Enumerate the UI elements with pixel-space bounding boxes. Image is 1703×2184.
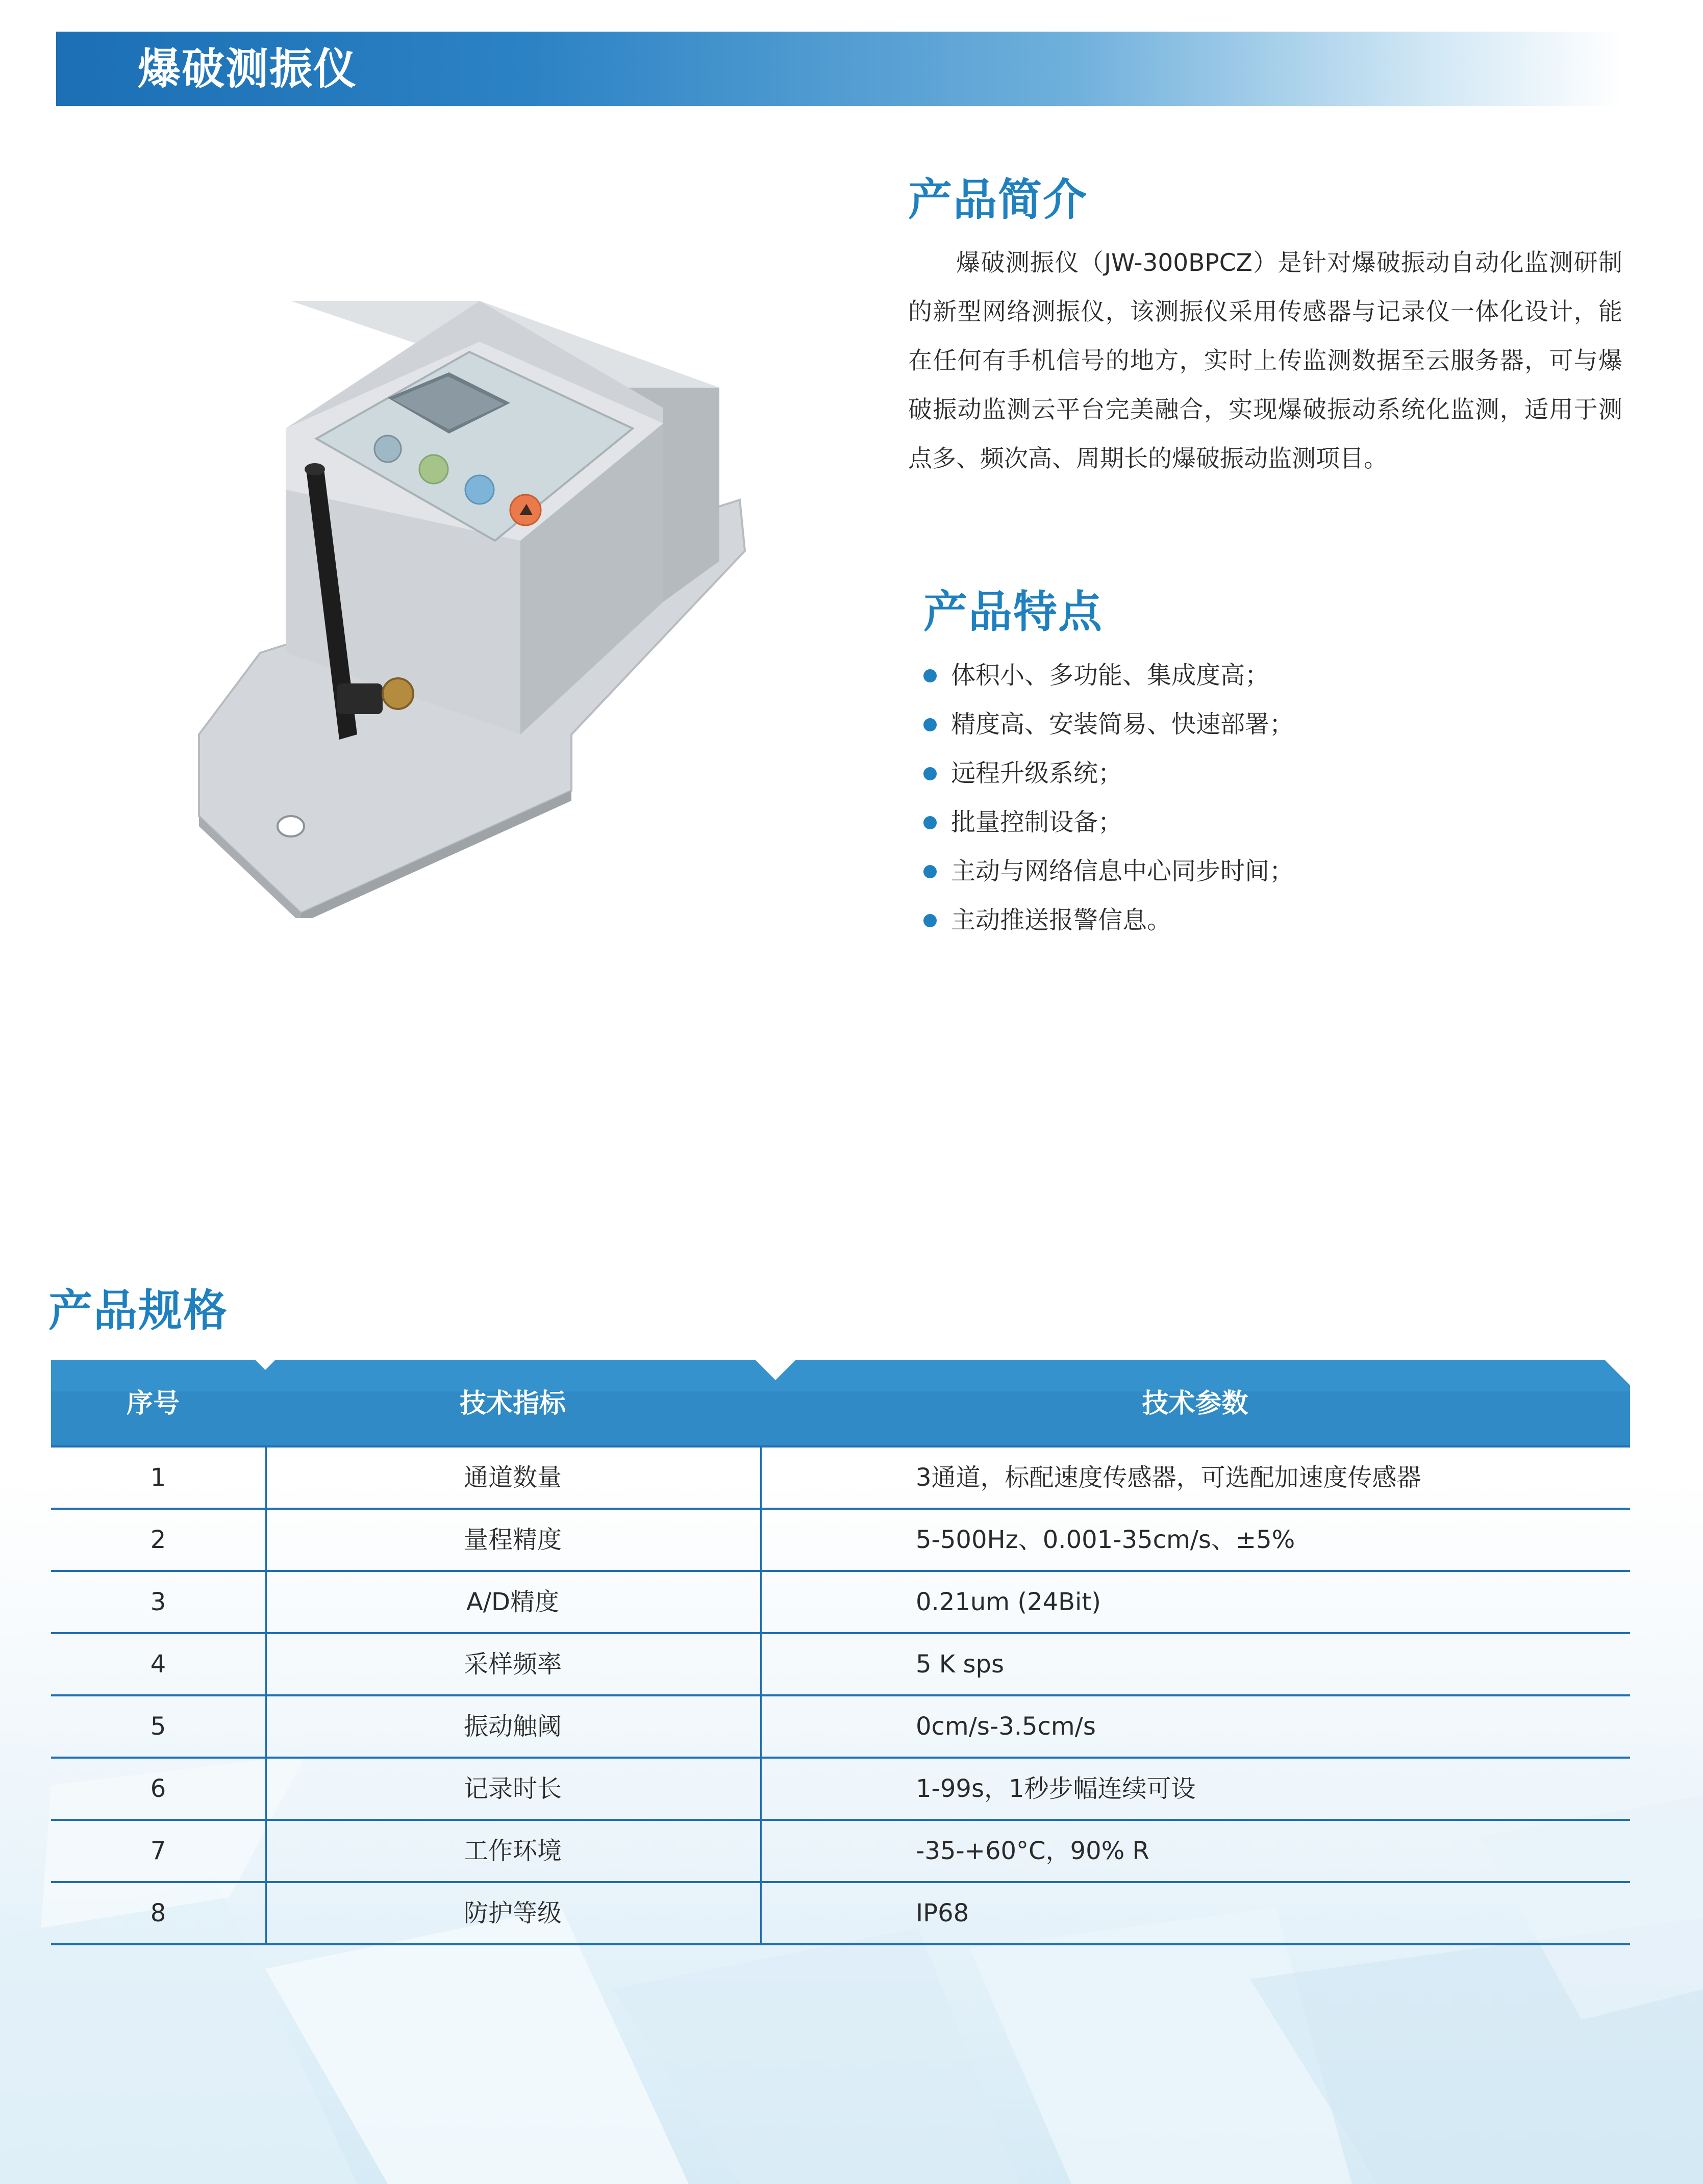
bullet-icon: [923, 865, 937, 878]
row-parameter: 1-99s，1秒步幅连续可设: [916, 1774, 1196, 1803]
product-image: [184, 275, 755, 918]
table-row: [51, 1510, 1630, 1572]
specs-title: 产品规格: [48, 1285, 228, 1336]
row-indicator: 量程精度: [265, 1510, 762, 1570]
row-indicator: 工作环境: [265, 1821, 762, 1881]
table-row: [51, 1883, 1630, 1945]
table-row: [51, 1821, 1630, 1883]
features-list: [923, 651, 1294, 945]
row-index: 4: [51, 1634, 267, 1694]
row-index: 7: [51, 1821, 267, 1881]
bullet-icon: [923, 816, 937, 829]
intro-title: 产品简介: [908, 174, 1088, 225]
header-parameter: 技术参数: [1142, 1388, 1248, 1419]
row-parameter: IP68: [916, 1899, 969, 1927]
bullet-icon: [923, 767, 937, 780]
spec-table: [51, 1445, 1630, 1945]
header-index: 序号: [126, 1388, 180, 1419]
feature-item: 精度高、安装简易、快速部署；: [923, 700, 1294, 749]
header-indicator: 技术指标: [459, 1388, 566, 1419]
intro-text: 爆破测振仪（JW-300BPCZ）是针对爆破振动自动化监测研制的新型网络测振仪，该测振仪采用传感器与记录仪一体化设计，能在任何有手机信号的地方，实时上传监测数据至云服务器，可与爆破振动监测云平台完美融合，实现爆破振动系统化监测，适用于测点多、频次高、周期长的爆破振动监测项目。: [908, 249, 1622, 473]
row-indicator: 防护等级: [265, 1883, 762, 1943]
row-parameter: 0cm/s-3.5cm/s: [916, 1712, 1096, 1741]
row-parameter: 3通道，标配速度传感器，可选配加速度传感器: [916, 1463, 1421, 1492]
table-row: [51, 1696, 1630, 1759]
row-indicator: 振动触阈: [265, 1696, 762, 1757]
table-row: [51, 1572, 1630, 1634]
header-banner: [56, 32, 1622, 106]
row-indicator: 通道数量: [265, 1447, 762, 1508]
row-parameter: -35-+60°C，90% R: [916, 1837, 1149, 1865]
row-index: 3: [51, 1572, 267, 1632]
table-row: [51, 1759, 1630, 1821]
row-index: 5: [51, 1696, 267, 1757]
row-parameter: 0.21um (24Bit): [916, 1588, 1101, 1616]
row-index: 6: [51, 1759, 267, 1819]
table-row: [51, 1445, 1630, 1510]
row-indicator: 记录时长: [265, 1759, 762, 1819]
bullet-icon: [923, 669, 937, 682]
table-header: [51, 1360, 1630, 1445]
page-title: 爆破测振仪: [138, 44, 358, 94]
bullet-icon: [923, 914, 937, 927]
bullet-icon: [923, 718, 937, 731]
table-row: [51, 1634, 1630, 1696]
row-index: 8: [51, 1883, 267, 1943]
row-parameter: 5-500Hz、0.001-35cm/s、±5%: [916, 1526, 1295, 1554]
feature-item: 主动推送报警信息。: [923, 896, 1294, 945]
row-indicator: A/D精度: [265, 1572, 762, 1632]
feature-item: 主动与网络信息中心同步时间；: [923, 847, 1294, 896]
feature-item: 批量控制设备；: [923, 798, 1294, 847]
feature-item: 远程升级系统；: [923, 749, 1294, 798]
row-index: 2: [51, 1510, 267, 1570]
row-parameter: 5 K sps: [916, 1650, 1005, 1679]
row-index: 1: [51, 1447, 267, 1508]
feature-item: 体积小、多功能、集成度高；: [923, 651, 1294, 700]
features-title: 产品特点: [923, 587, 1103, 638]
row-indicator: 采样频率: [265, 1634, 762, 1694]
